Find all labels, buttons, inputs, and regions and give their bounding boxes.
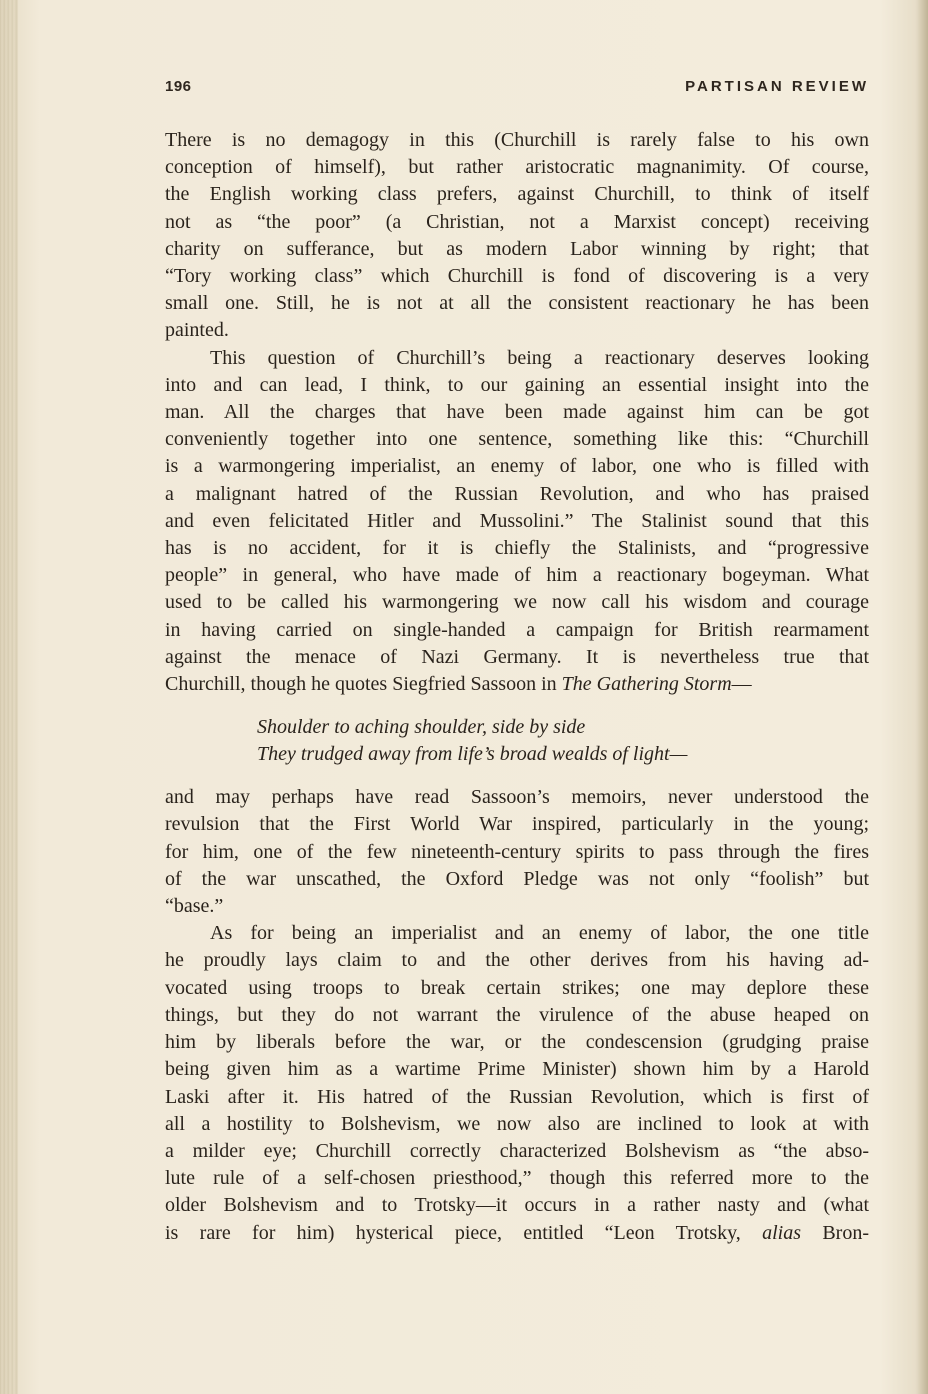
- text-line: charity on sufferance, but as modern Labor winning by right; that: [165, 237, 869, 260]
- text-line: a malignant hatred of the Russian Revolution, and who has praised: [165, 482, 869, 505]
- text-line: [165, 1220, 869, 1247]
- text-run: Bron-: [801, 1221, 869, 1244]
- text-line: the English working class prefers, against Churchill, to think of itself: [165, 183, 869, 206]
- text-line: of the war unscathed, the Oxford Pledge was not only “foolish” but: [165, 867, 869, 890]
- page-edge: [918, 0, 928, 1394]
- text-line: man. All the charges that have been made against him can be got: [165, 401, 869, 424]
- text-line: painted.: [165, 319, 229, 342]
- text-line: There is no demagogy in this (Churchill is rarely false to his own: [165, 129, 869, 151]
- text-line: used to be called his warmongering we now call his wisdom and courage: [165, 591, 869, 614]
- text-line: As for being an imperialist and an enemy of labor, the one title: [210, 922, 869, 945]
- text-line: conception of himself), but rather aristocratic magnanimity. Of course,: [165, 156, 869, 179]
- text-line: revulsion that the First World War inspired, particularly in the young;: [165, 813, 869, 836]
- text-line: into and can lead, I think, to our gaining an essential insight into the: [165, 373, 869, 396]
- text-line: lute rule of a self-chosen priesthood,” though this referred more to the: [165, 1167, 869, 1190]
- text-line: in having carried on single-handed a campaign for British rearmament: [165, 618, 869, 641]
- text-line: against the menace of Nazi Germany. It is nevertheless true that: [165, 645, 869, 668]
- text-line: vocated using troops to break certain strikes; one may deplore these: [165, 976, 869, 999]
- text-line: not as “the poor” (a Christian, not a Marxist concept) receiving: [165, 210, 869, 233]
- book-gutter: [0, 0, 18, 1394]
- page-header: [165, 78, 869, 100]
- text-line: Laski after it. His hatred of the Russian Revolution, which is first of: [165, 1085, 869, 1108]
- running-head: PARTISAN REVIEW: [685, 78, 869, 95]
- verse-quote: [257, 714, 869, 768]
- text-line: small one. Still, he is not at all the consistent reactionary he has been: [165, 292, 869, 315]
- paragraph-3: [165, 920, 869, 1246]
- page-number: 196: [165, 78, 192, 95]
- text-line: and may perhaps have read Sassoon’s memoirs, never understood the: [165, 786, 869, 809]
- text-line: has is no accident, for it is chiefly the Stalinists, and “progressive: [165, 537, 869, 560]
- text-line: being given him as a wartime Prime Minister) shown him by a Harold: [165, 1058, 869, 1081]
- text-line: conveniently together into one sentence, something like this: “Churchill: [165, 428, 869, 451]
- text-line: “base.”: [165, 895, 224, 918]
- verse-line: Shoulder to aching shoulder, side by side: [257, 716, 586, 739]
- article-body: [165, 127, 869, 1247]
- text-line: a milder eye; Churchill correctly characterized Bolshevism as “the abso-: [165, 1139, 869, 1162]
- verse-line: They trudged away from life’s broad wealds of light—: [257, 743, 688, 766]
- text-line: things, but they do not warrant the virulence of the abuse heaped on: [165, 1003, 869, 1026]
- text-line: older Bolshevism and to Trotsky—it occurs in a rather nasty and (what: [165, 1194, 869, 1217]
- text-line: and even felicitated Hitler and Mussolini.” The Stalinist sound that this: [165, 509, 869, 532]
- text-line: is a warmongering imperialist, an enemy of labor, one who is filled with: [165, 455, 869, 478]
- paragraph-2: [165, 345, 869, 699]
- paragraph-continuation: [165, 784, 869, 920]
- text-line: all a hostility to Bolshevism, we now also are inclined to look at with: [165, 1112, 869, 1135]
- text-line: people” in general, who have made of him a reactionary bogeyman. What: [165, 564, 869, 587]
- text-run: is rare for him) hysterical piece, entitled “Leon Trotsky,: [165, 1221, 763, 1244]
- text-line: he proudly lays claim to and the other derives from his having ad-: [165, 949, 869, 972]
- text-line: him by liberals before the war, or the condescension (grudging praise: [165, 1031, 869, 1054]
- book-title: The Gathering Storm: [561, 673, 732, 696]
- text-run: Churchill, though he quotes Siegfried Sassoon in: [165, 673, 562, 696]
- text-line: “Tory working class” which Churchill is fond of discovering is a very: [165, 265, 869, 288]
- italic-word: alias: [762, 1221, 802, 1244]
- text-run: —: [731, 673, 752, 696]
- text-line: This question of Churchill’s being a reactionary deserves looking: [210, 346, 869, 369]
- text-line: for him, one of the few nineteenth-century spirits to pass through the fires: [165, 840, 869, 863]
- paragraph-1: [165, 127, 869, 345]
- text-line: [165, 671, 869, 698]
